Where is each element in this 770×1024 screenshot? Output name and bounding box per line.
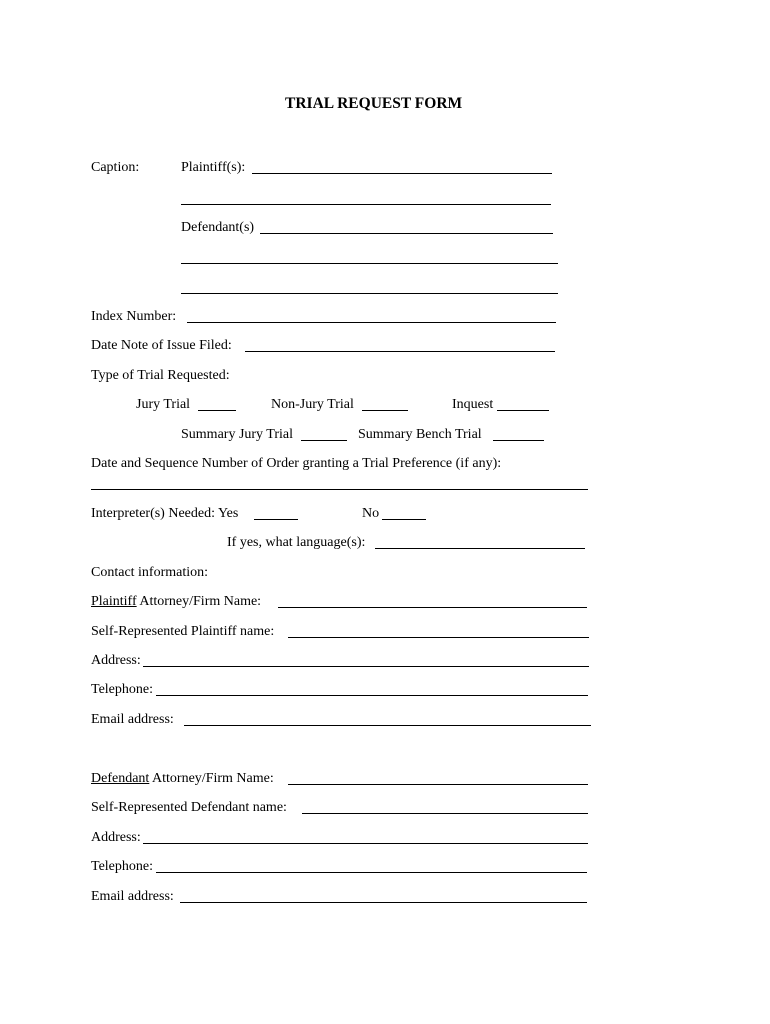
plaintiff-address-label: Address: <box>91 653 141 668</box>
defendant-party-label: Defendant <box>91 771 150 786</box>
defendant-attorney-label <box>91 772 274 786</box>
language-field[interactable] <box>375 548 585 549</box>
interpreter-yes-field[interactable] <box>254 519 298 520</box>
non-jury-trial-field[interactable] <box>362 410 408 411</box>
caption-label: Caption: <box>91 160 140 175</box>
inquest-field[interactable] <box>497 410 549 411</box>
plaintiff-address-field[interactable] <box>143 666 589 667</box>
plaintiff-email-label: Email address: <box>91 712 174 727</box>
preference-label: Date and Sequence Number of Order granting a Trial Preference (if any): <box>91 456 502 471</box>
interpreter-no-field[interactable] <box>382 519 426 520</box>
date-note-label: Date Note of Issue Filed: <box>91 338 232 353</box>
defendant-telephone-field[interactable] <box>156 872 587 873</box>
defendants-field-line-2[interactable] <box>181 263 558 264</box>
interpreter-label: Interpreter(s) Needed: Yes <box>91 506 239 521</box>
trial-type-label: Type of Trial Requested: <box>91 368 230 383</box>
form-title: TRIAL REQUEST FORM <box>285 95 463 112</box>
index-number-field[interactable] <box>187 322 556 323</box>
plaintiff-telephone-field[interactable] <box>156 695 588 696</box>
defendant-attorney-field[interactable] <box>288 784 588 785</box>
plaintiffs-label: Plaintiff(s): <box>181 160 246 175</box>
index-number-label: Index Number: <box>91 309 177 324</box>
summary-bench-trial-label: Summary Bench Trial <box>358 427 482 442</box>
preference-field[interactable] <box>91 489 588 490</box>
defendant-address-label: Address: <box>91 830 141 845</box>
summary-bench-trial-field[interactable] <box>493 440 544 441</box>
defendant-telephone-label: Telephone: <box>91 859 153 874</box>
jury-trial-label: Jury Trial <box>136 397 191 412</box>
defendant-self-rep-label: Self-Represented Defendant name: <box>91 800 287 815</box>
non-jury-trial-label: Non-Jury Trial <box>271 397 354 412</box>
plaintiff-party-label: Plaintiff <box>91 594 137 609</box>
language-label: If yes, what language(s): <box>227 535 366 550</box>
defendant-email-label: Email address: <box>91 889 174 904</box>
plaintiff-self-rep-field[interactable] <box>288 637 589 638</box>
plaintiff-self-rep-label: Self-Represented Plaintiff name: <box>91 624 275 639</box>
plaintiff-email-field[interactable] <box>184 725 591 726</box>
defendant-self-rep-field[interactable] <box>302 813 588 814</box>
contact-label: Contact information: <box>91 565 209 580</box>
defendants-field-line-3[interactable] <box>181 293 558 294</box>
plaintiff-telephone-label: Telephone: <box>91 682 153 697</box>
plaintiff-attorney-label <box>91 595 261 609</box>
jury-trial-field[interactable] <box>198 410 236 411</box>
defendants-field[interactable] <box>260 233 553 234</box>
plaintiff-attorney-field[interactable] <box>278 607 587 608</box>
summary-jury-trial-field[interactable] <box>301 440 347 441</box>
defendant-address-field[interactable] <box>143 843 588 844</box>
plaintiff-attorney-text: Attorney/Firm Name: <box>136 594 262 609</box>
defendant-attorney-text: Attorney/Firm Name: <box>149 771 274 786</box>
interpreter-no-label: No <box>362 506 380 521</box>
inquest-label: Inquest <box>452 397 494 412</box>
plaintiffs-field-line-2[interactable] <box>181 204 551 205</box>
date-note-field[interactable] <box>245 351 555 352</box>
defendant-email-field[interactable] <box>180 902 587 903</box>
plaintiffs-field[interactable] <box>252 173 552 174</box>
summary-jury-trial-label: Summary Jury Trial <box>181 427 294 442</box>
defendants-label: Defendant(s) <box>181 220 255 235</box>
